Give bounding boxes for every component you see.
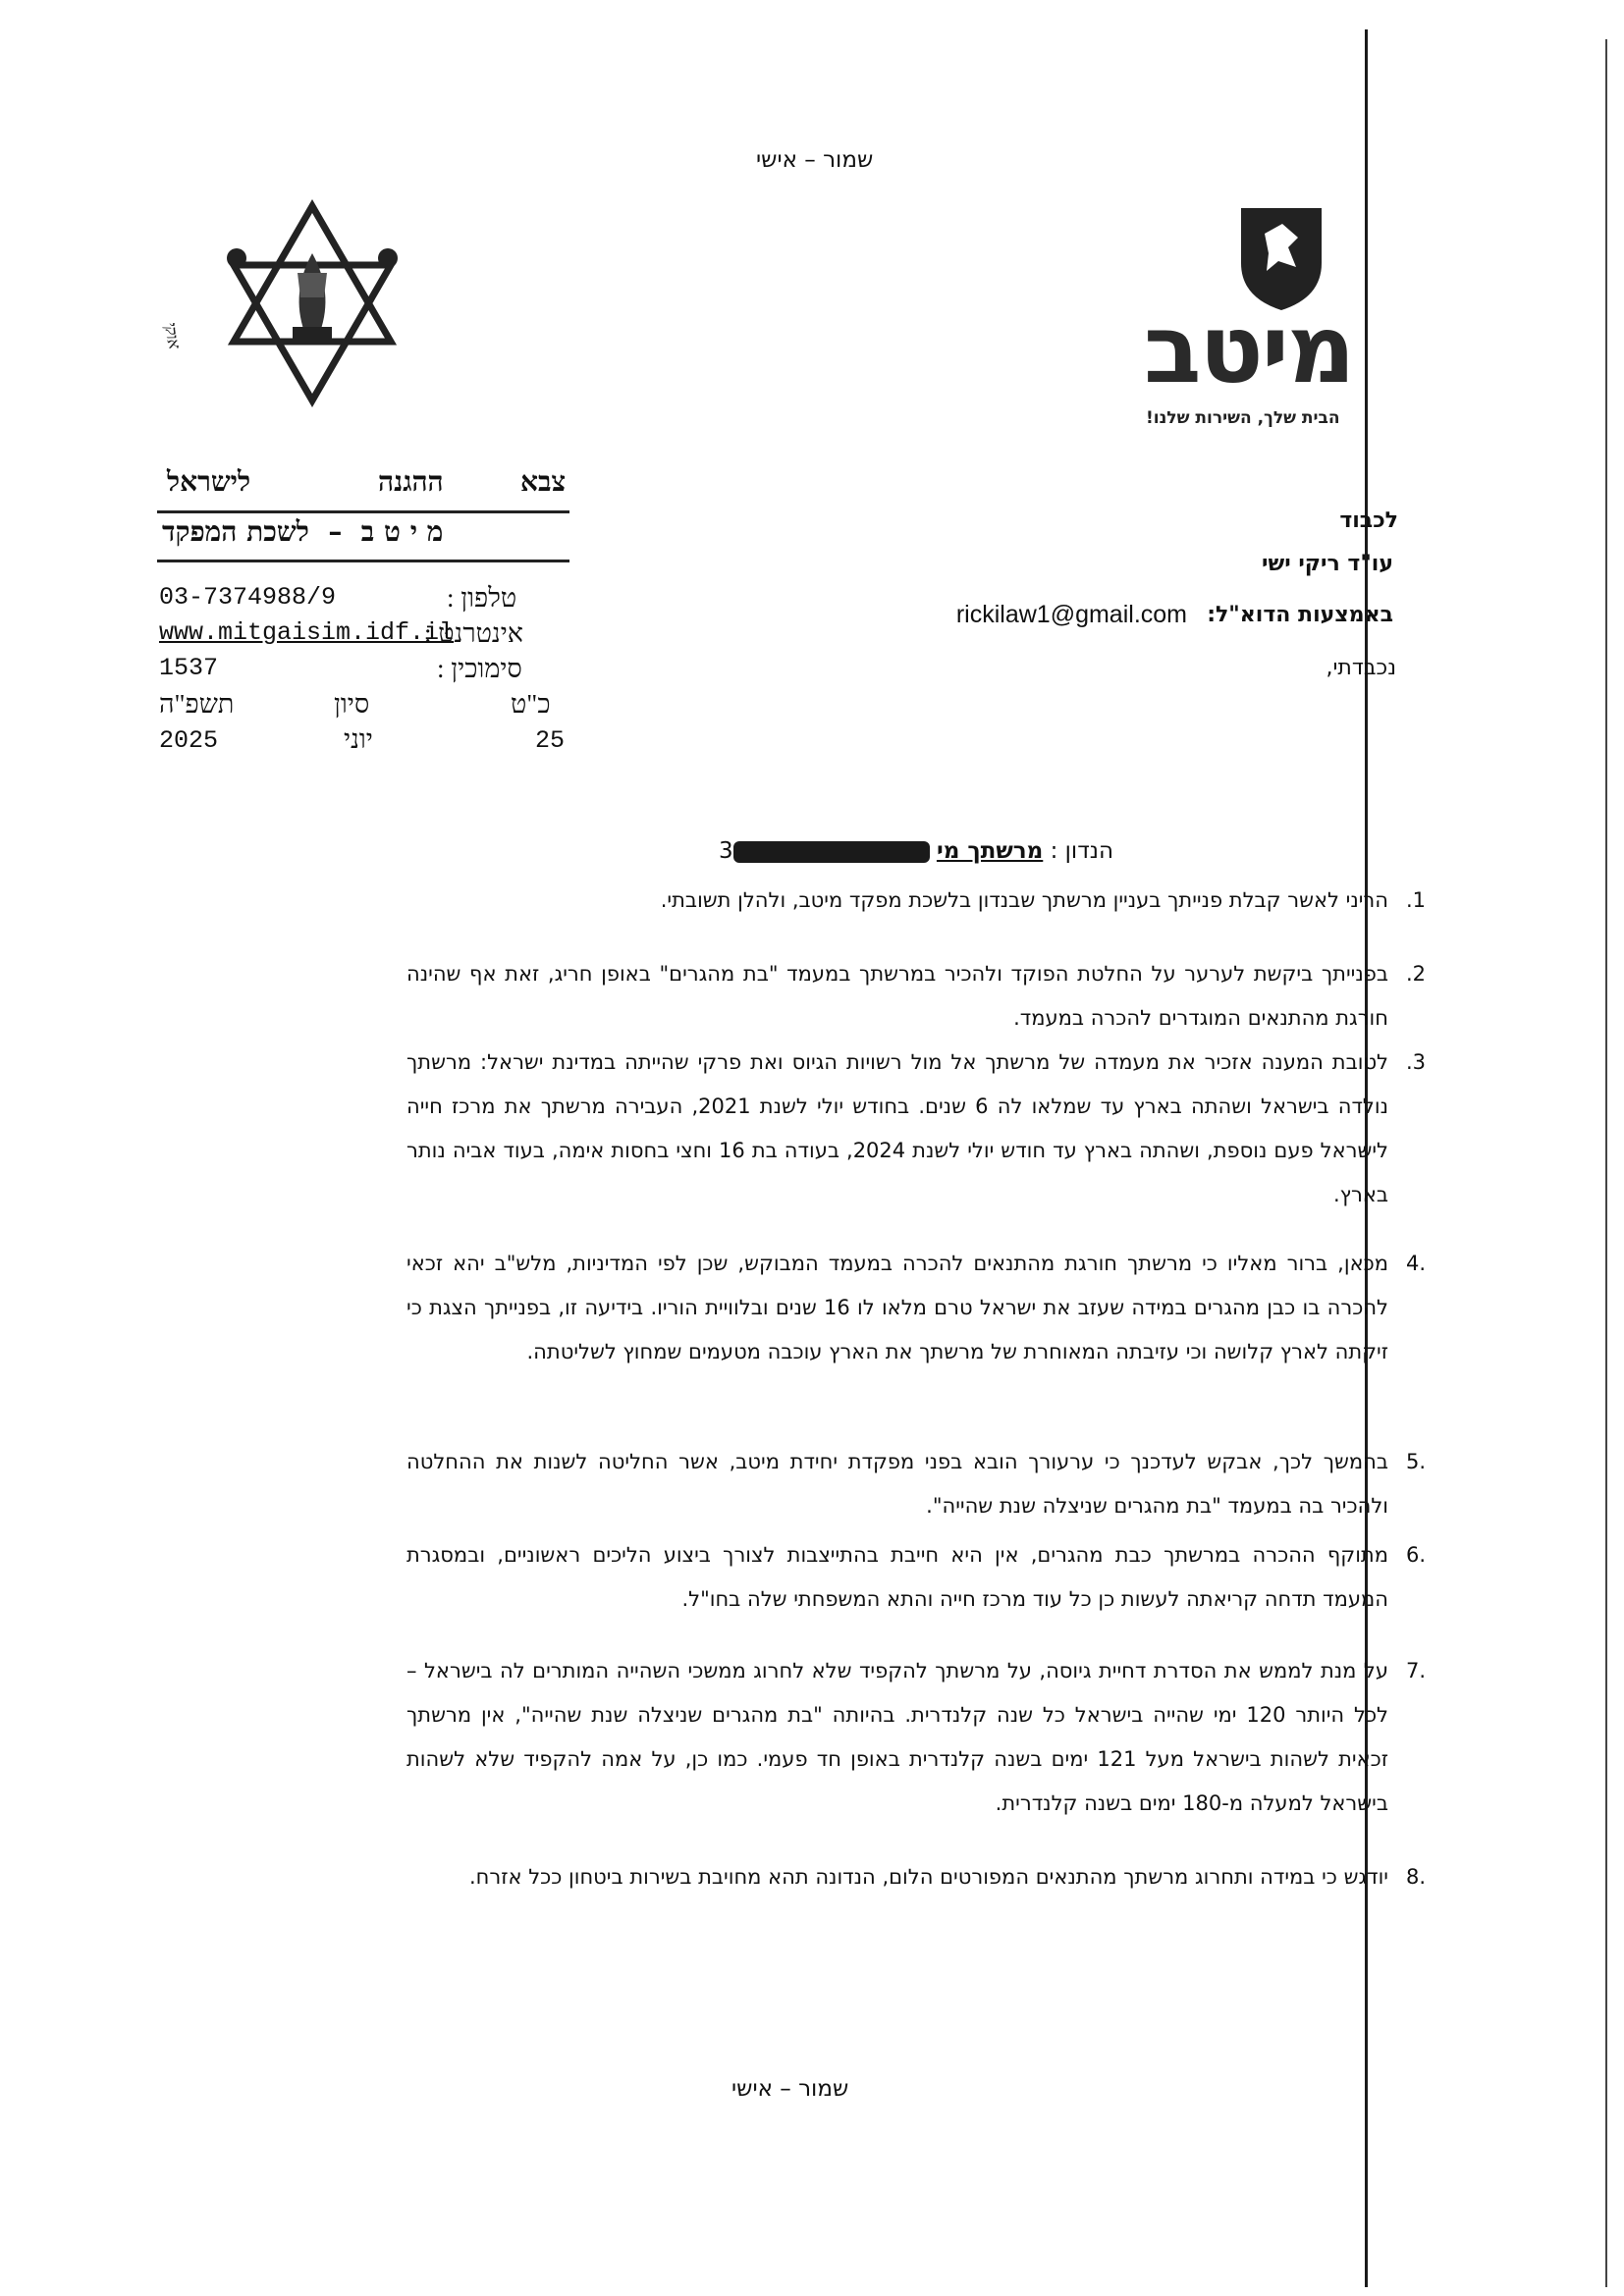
hebrew-date-day: כ"ט — [511, 689, 551, 719]
paragraph-text: מתוקף ההכרה במרשתך כבת מהגרים, אין היא חייבת בהתייצבות לצורך ביצוע הליכים ראשוניים, ובמסגרת המעמד תדחה קריאתה לעשות כן כל עוד מרכז חייה והתא המשפחתי שלה בחו"ל. — [406, 1543, 1388, 1611]
logo-wordmark: מיטב — [1144, 294, 1354, 404]
star-of-david-emblem-icon — [155, 194, 479, 459]
addressee-email[interactable]: rickilaw1@gmail.com — [955, 601, 1187, 628]
addressee-to: לכבוד — [1339, 508, 1398, 533]
org-word-haganah: ההגנה — [378, 465, 444, 498]
paragraph-text: על מנת לממש את הסדרת דחיית גיוסה, על מרשתך להקפיד שלא לחרוג ממשכי השהייה המותרים לה בישראל – לכל היותר 120 ימי שהייה בישראל כל שנה קלנדרית. בהיותה "בת מהגרים שניצלה שנת שהייה", אין מרשתך זכאית לשהות בישראל מעל 121 ימים בשנה קלנדרית באופן חד פעמי. כמו כן, על אמה להקפיד שלא לשהות בישראל למעלה מ-180 ימים בשנה קלנדרית. — [406, 1659, 1388, 1815]
scan-edge-line — [1605, 39, 1607, 2287]
paragraph-text: יודגש כי במידה ותחרוג מרשתך מהתנאים המפורטים הלום, הנדונה תהא מחויבת בשירות ביטחון ככל אזרח. — [468, 1865, 1388, 1889]
paragraph-number: .6 — [1405, 1543, 1426, 1567]
logo-slogan: הבית שלך, השירות שלנו! — [1146, 408, 1340, 428]
paragraph-number: .7 — [1405, 1659, 1426, 1682]
svg-text:אוקיר אופיר ע"ש אבא ואבק מבצע — [155, 194, 184, 351]
paragraph-text: בפנייתך ביקשת לערער על החלטת הפוקד ולהכיר במרשתך במעמד "בת מהגרים" באופן חריג, זאת אף שהינה חורגת מהתנאים המוגדרים להכרה במעמד. — [406, 962, 1388, 1030]
header-rule-1 — [157, 510, 569, 513]
paragraph-8 — [406, 1855, 1426, 1899]
paragraph-5 — [406, 1440, 1426, 1528]
paragraph-text: בהמשך לכך, אבקש לעדכנך כי ערעורך הובא בפני מפקדת יחידת מיטב, אשר החליטה לשנות את ההחלטה ולהכיר בה במעמד "בת מהגרים שניצלה שנת שהייה". — [406, 1450, 1388, 1518]
paragraph-1 — [406, 879, 1426, 923]
paragraph-number: 2. — [1405, 962, 1426, 986]
header-rule-2 — [157, 560, 569, 562]
phone-label: טלפון : — [447, 583, 517, 613]
paragraph-2 — [406, 952, 1426, 1041]
salutation: נכבדתי, — [1326, 656, 1396, 680]
redaction-bar — [733, 841, 930, 863]
hebrew-date-year: תשפ"ה — [159, 689, 235, 719]
subject-id-prefix: 3 — [718, 838, 733, 864]
email-label: באמצעות הדוא"ל: — [1207, 603, 1393, 627]
subject-label: הנדון : — [1050, 838, 1113, 864]
paragraph-number: .8 — [1405, 1865, 1426, 1889]
paragraph-7 — [406, 1649, 1426, 1826]
paragraph-text: לטובת המענה אזכיר את מעמדה של מרשתך אל מול רשויות הגיוס ואת פרקי שהייתה במדינת ישראל: מרשתך נולדה בישראל ושהתה בארץ עד שמלאו לה 6 שנים. בחודש יולי לשנת 2021, העבירה מרשתך את מרכז חייה לישראל פעם נוספת, ושהתה בארץ עד חודש יולי לשנת 2024, בעודה בת 16 וחצי בחסות אימה, בעוד אביה נותר בארץ. — [406, 1050, 1388, 1206]
org-word-tzava: צבא — [520, 465, 567, 498]
classification-top: שמור – אישי — [756, 147, 874, 173]
gregorian-date-year: 2025 — [159, 726, 219, 755]
website-link[interactable]: www.mitgaisim.idf.il — [159, 618, 455, 647]
hebrew-date-month: סיון — [334, 689, 370, 719]
paragraph-4 — [406, 1242, 1426, 1374]
subject-text: מרשתך מי — [936, 838, 1044, 864]
org-word-leisrael: לישראל — [167, 465, 251, 498]
unit-emblem — [155, 194, 479, 459]
gregorian-date-day: 25 — [535, 726, 566, 755]
paragraph-number: .5 — [1405, 1450, 1426, 1473]
reference-value: 1537 — [159, 654, 219, 682]
paragraph-number: 1. — [1405, 888, 1426, 912]
phone-value: 03-7374988/9 — [159, 583, 337, 612]
paragraph-text: הריני לאשר קבלת פנייתך בעניין מרשתך שבנדון בלשכת מפקד מיטב, ולהלן תשובתי. — [660, 888, 1388, 912]
paragraph-3 — [406, 1041, 1426, 1217]
paragraph-number: .4 — [1405, 1252, 1426, 1275]
subject-line — [719, 838, 1113, 864]
paragraph-text: מכאן, ברור מאליו כי מרשתך חורגת מהתנאים להכרה במעמד המבוקש, שכן לפי המדיניות, מלש"ב יהא זכאי להכרה בו כבן מהגרים במידה שעזב את ישראל טרם מלאו לו 16 שנים ובלוויית הוריו. בידיעה זו, בפנייתך הצגת כי זיקתה לארץ קלושה וכי עזיבתה המאוחרת של מרשתך את הארץ עוכבה מטעמים שמחוץ לשליטתה. — [406, 1252, 1388, 1363]
gregorian-date-month: יוני — [344, 724, 373, 754]
emblem-arc-text: אוקי — [160, 321, 185, 351]
mitav-logo — [1144, 204, 1399, 436]
reference-label: סימוכין : — [437, 654, 522, 683]
paragraph-number: 3. — [1405, 1050, 1426, 1074]
addressee-name: עו"ד ריקי ישי — [1262, 552, 1393, 576]
org-unit-name: מ י ט ב – לשכת המפקד — [162, 515, 444, 548]
classification-bottom: שמור – אישי — [731, 2076, 849, 2102]
paragraph-6 — [406, 1533, 1426, 1622]
website-label: אינטרנט : — [424, 618, 523, 648]
